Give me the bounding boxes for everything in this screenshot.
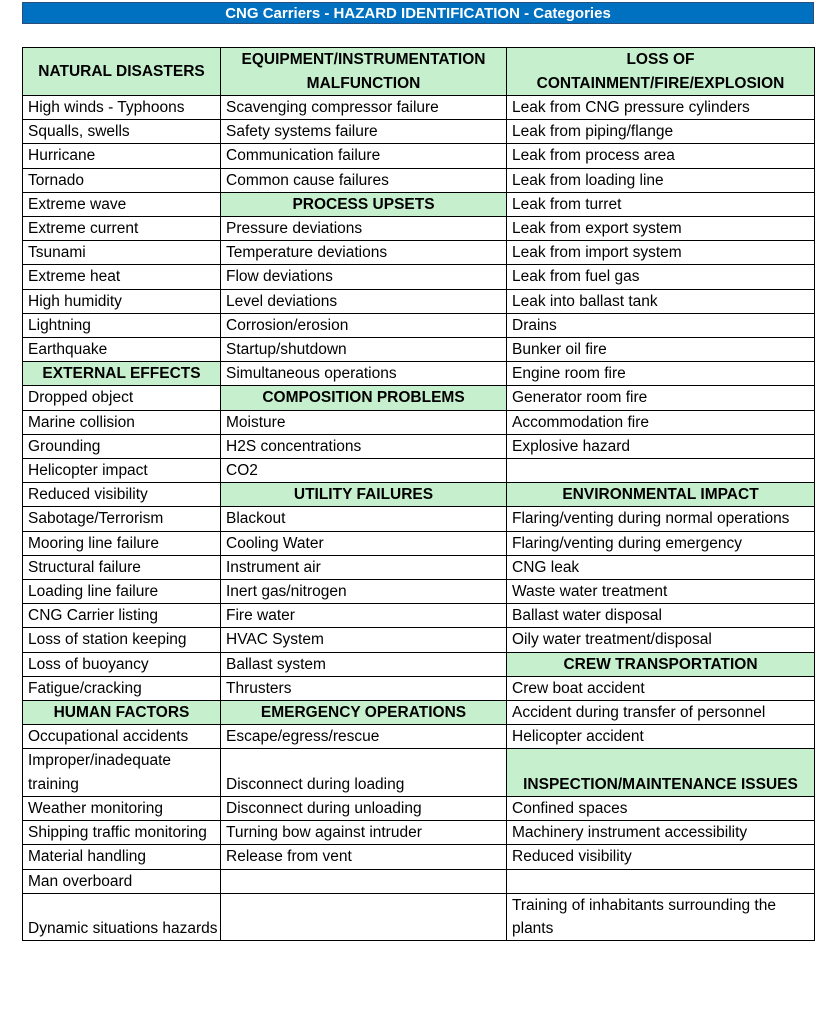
table-cell: Communication failure <box>221 144 507 168</box>
table-cell: Dropped object <box>23 386 221 410</box>
table-cell: Structural failure <box>23 555 221 579</box>
table-cell: Pressure deviations <box>221 217 507 241</box>
table-cell: Extreme current <box>23 217 221 241</box>
table-cell: Temperature deviations <box>221 241 507 265</box>
table-row <box>23 96 815 120</box>
table-cell: Leak from CNG pressure cylinders <box>507 96 815 120</box>
table-cell: Confined spaces <box>507 796 815 820</box>
page-title: CNG Carriers - HAZARD IDENTIFICATION - Categories <box>22 2 814 24</box>
table-cell: Training of inhabitants surrounding the plants <box>507 893 815 940</box>
table-cell: Corrosion/erosion <box>221 313 507 337</box>
table-cell: Shipping traffic monitoring <box>23 821 221 845</box>
table-cell: Release from vent <box>221 845 507 869</box>
table-cell: Leak from fuel gas <box>507 265 815 289</box>
table-cell: Scavenging compressor failure <box>221 96 507 120</box>
table-cell: Oily water treatment/disposal <box>507 628 815 652</box>
table-header-row <box>23 48 815 96</box>
table-cell: Ballast water disposal <box>507 604 815 628</box>
table-row <box>23 725 815 749</box>
table-cell: Disconnect during loading <box>221 749 507 796</box>
table-cell: Tornado <box>23 168 221 192</box>
table-cell: Crew boat accident <box>507 676 815 700</box>
header-emergency-operations: EMERGENCY OPERATIONS <box>221 701 507 725</box>
table-row <box>23 580 815 604</box>
table-cell: Leak from import system <box>507 241 815 265</box>
header-crew-transportation: CREW TRANSPORTATION <box>507 652 815 676</box>
table-row <box>23 701 815 725</box>
table-row <box>23 265 815 289</box>
table-cell: Simultaneous operations <box>221 362 507 386</box>
table-cell: Blackout <box>221 507 507 531</box>
table-row <box>23 796 815 820</box>
table-cell: Ballast system <box>221 652 507 676</box>
table-cell: Marine collision <box>23 410 221 434</box>
table-cell: Squalls, swells <box>23 120 221 144</box>
table-cell: Leak from loading line <box>507 168 815 192</box>
header-environmental-impact: ENVIRONMENTAL IMPACT <box>507 483 815 507</box>
header-equipment-malfunction: EQUIPMENT/INSTRUMENTATION MALFUNCTION <box>221 48 507 96</box>
table-cell: Earthquake <box>23 338 221 362</box>
table-row <box>23 217 815 241</box>
table-cell: Startup/shutdown <box>221 338 507 362</box>
table-row <box>23 555 815 579</box>
table-cell: Helicopter accident <box>507 725 815 749</box>
table-cell: Man overboard <box>23 869 221 893</box>
table-row <box>23 531 815 555</box>
table-cell: Extreme heat <box>23 265 221 289</box>
table-row <box>23 459 815 483</box>
table-cell: Inert gas/nitrogen <box>221 580 507 604</box>
table-row <box>23 144 815 168</box>
table-cell: Flaring/venting during emergency <box>507 531 815 555</box>
table-cell: Loss of buoyancy <box>23 652 221 676</box>
table-cell: Machinery instrument accessibility <box>507 821 815 845</box>
table-cell: Level deviations <box>221 289 507 313</box>
table-cell: Sabotage/Terrorism <box>23 507 221 531</box>
table-row <box>23 362 815 386</box>
table-row <box>23 313 815 337</box>
table-cell: Occupational accidents <box>23 725 221 749</box>
table-cell: Safety systems failure <box>221 120 507 144</box>
header-loss-of-containment: LOSS OF CONTAINMENT/FIRE/EXPLOSION <box>507 48 815 96</box>
table-cell: Escape/egress/rescue <box>221 725 507 749</box>
table-cell: Dynamic situations hazards <box>23 893 221 940</box>
table-cell <box>221 893 507 940</box>
table-row <box>23 483 815 507</box>
table-row <box>23 869 815 893</box>
table-cell: Helicopter impact <box>23 459 221 483</box>
table-cell: Thrusters <box>221 676 507 700</box>
table-cell: Loading line failure <box>23 580 221 604</box>
table-cell: Flaring/venting during normal operations <box>507 507 815 531</box>
table-cell: Leak from export system <box>507 217 815 241</box>
table-cell <box>507 869 815 893</box>
table-row <box>23 845 815 869</box>
table-cell: Accommodation fire <box>507 410 815 434</box>
header-composition-problems: COMPOSITION PROBLEMS <box>221 386 507 410</box>
table-cell: Fatigue/cracking <box>23 676 221 700</box>
table-row <box>23 168 815 192</box>
table-cell: Disconnect during unloading <box>221 796 507 820</box>
table-row <box>23 241 815 265</box>
table-cell: High humidity <box>23 289 221 313</box>
table-cell <box>507 459 815 483</box>
table-cell: Mooring line failure <box>23 531 221 555</box>
header-external-effects: EXTERNAL EFFECTS <box>23 362 221 386</box>
table-cell: Grounding <box>23 434 221 458</box>
table-row <box>23 676 815 700</box>
table-cell: Lightning <box>23 313 221 337</box>
table-row <box>23 628 815 652</box>
table-cell: Tsunami <box>23 241 221 265</box>
table-cell: CNG leak <box>507 555 815 579</box>
table-cell: High winds - Typhoons <box>23 96 221 120</box>
table-row <box>23 120 815 144</box>
table-row <box>23 507 815 531</box>
table-cell: Hurricane <box>23 144 221 168</box>
table-cell: Moisture <box>221 410 507 434</box>
table-cell <box>221 869 507 893</box>
table-cell: Material handling <box>23 845 221 869</box>
table-cell: Cooling Water <box>221 531 507 555</box>
table-cell: Accident during transfer of personnel <box>507 701 815 725</box>
table-row <box>23 604 815 628</box>
table-cell: Loss of station keeping <box>23 628 221 652</box>
header-process-upsets: PROCESS UPSETS <box>221 192 507 216</box>
table-row <box>23 386 815 410</box>
table-cell: CO2 <box>221 459 507 483</box>
table-cell: Common cause failures <box>221 168 507 192</box>
table-row <box>23 821 815 845</box>
header-inspection-maintenance: INSPECTION/MAINTENANCE ISSUES <box>507 749 815 796</box>
table-cell: Improper/inadequate training <box>23 749 221 796</box>
table-cell: Turning bow against intruder <box>221 821 507 845</box>
table-cell: Weather monitoring <box>23 796 221 820</box>
table-row <box>23 434 815 458</box>
table-cell: Waste water treatment <box>507 580 815 604</box>
table-cell: Reduced visibility <box>507 845 815 869</box>
hazard-table <box>22 47 815 941</box>
table-row <box>23 192 815 216</box>
table-cell: Extreme wave <box>23 192 221 216</box>
table-row <box>23 410 815 434</box>
table-cell: Leak into ballast tank <box>507 289 815 313</box>
table-cell: Flow deviations <box>221 265 507 289</box>
table-row <box>23 749 815 796</box>
table-cell: Leak from turret <box>507 192 815 216</box>
table-cell: Reduced visibility <box>23 483 221 507</box>
header-human-factors: HUMAN FACTORS <box>23 701 221 725</box>
table-cell: Explosive hazard <box>507 434 815 458</box>
table-cell: HVAC System <box>221 628 507 652</box>
table-cell: Fire water <box>221 604 507 628</box>
table-row <box>23 893 815 940</box>
table-row <box>23 289 815 313</box>
table-cell: Bunker oil fire <box>507 338 815 362</box>
table-cell: Drains <box>507 313 815 337</box>
table-cell: Leak from piping/flange <box>507 120 815 144</box>
header-utility-failures: UTILITY FAILURES <box>221 483 507 507</box>
header-natural-disasters: NATURAL DISASTERS <box>23 48 221 96</box>
table-cell: H2S concentrations <box>221 434 507 458</box>
table-cell: Leak from process area <box>507 144 815 168</box>
table-cell: Instrument air <box>221 555 507 579</box>
table-cell: Generator room fire <box>507 386 815 410</box>
table-row <box>23 652 815 676</box>
table-row <box>23 338 815 362</box>
table-cell: CNG Carrier listing <box>23 604 221 628</box>
table-cell: Engine room fire <box>507 362 815 386</box>
